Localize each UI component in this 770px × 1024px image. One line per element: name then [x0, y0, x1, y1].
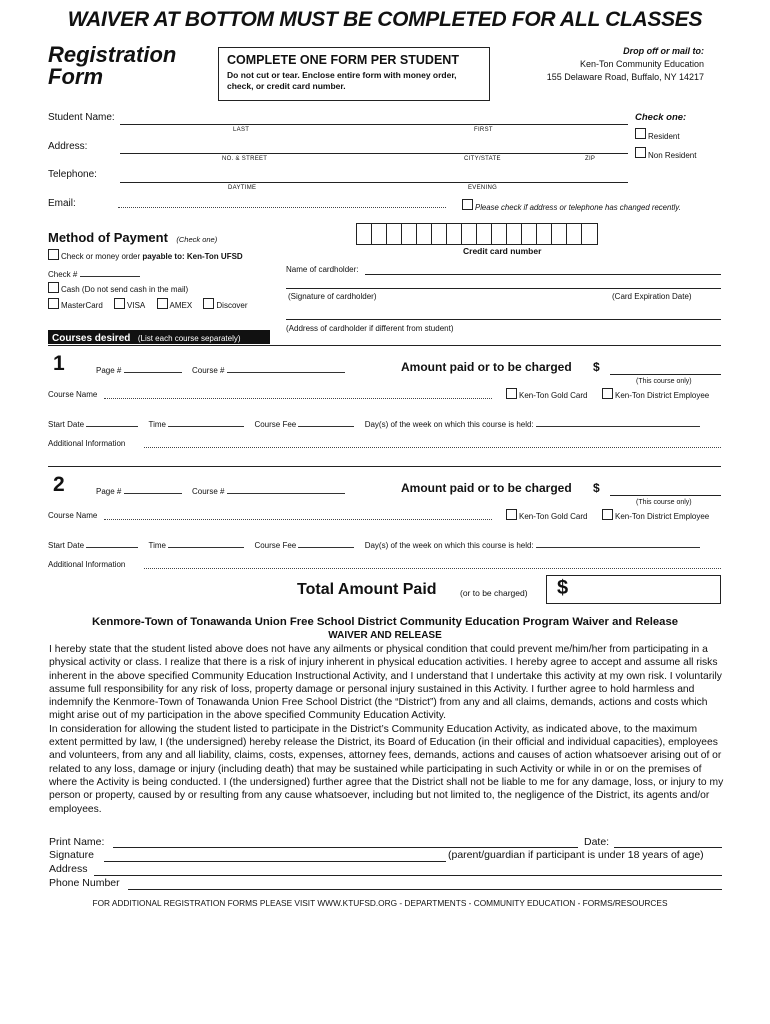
waiver-address-field[interactable] — [94, 875, 722, 876]
course-num-label: Course # — [192, 487, 227, 496]
courses-heading-note: (List each course separately) — [137, 334, 241, 343]
total-amount-dollar: $ — [557, 577, 569, 599]
additional-info-field[interactable] — [144, 447, 721, 448]
gold-card-label: Ken-Ton Gold Card — [519, 512, 588, 521]
page-header-title: WAIVER AT BOTTOM MUST BE COMPLETED FOR ALL CLASSES — [67, 8, 703, 31]
cc-digit-box[interactable] — [492, 224, 507, 244]
cc-digit-box[interactable] — [432, 224, 447, 244]
card-type-options — [48, 298, 248, 310]
telephone-field[interactable] — [120, 182, 628, 183]
waiver-paragraph-2: In consideration for allowing the student listed to participate in the District’s Community Education Activity, as indicated above, to the maximum extent permitted by law, I (the undersigned) hereby release the District, its Board of Education (in their official and individual capacities), employees and volunteers, from any and all liability, claims, costs, expenses, attorney fees, demands, actions and causes of action whatsoever arising out of or related to any loss, damage or injury (including death) that may be sustained while participating in such Activity or while in or on the premises of where the Activity is being conducted. I (the undersigned) further agree that the District shall not be liable to me for any damage, loss, or injury to my person or property, caused by or resulting from any cause whatsoever, including but not limited to, the negligence of the District, its agents and/or employees. — [49, 723, 724, 815]
cc-digit-box[interactable] — [537, 224, 552, 244]
visa-checkbox[interactable] — [114, 298, 125, 309]
course-page-line[interactable] — [124, 485, 182, 494]
amount-field[interactable] — [610, 374, 721, 375]
cardholder-address-field[interactable] — [286, 319, 721, 320]
cardholder-signature-field[interactable] — [286, 288, 721, 289]
additional-info-label: Additional Information — [48, 560, 126, 569]
total-amount-box[interactable] — [546, 575, 721, 604]
street-label: NO. & STREET — [222, 156, 268, 162]
course-name-label: Course Name — [48, 511, 98, 520]
cc-digit-box[interactable] — [507, 224, 522, 244]
visa-label: VISA — [127, 301, 146, 310]
start-date-label: Start Date — [48, 420, 85, 429]
waiver-text — [49, 643, 725, 816]
cc-digit-box[interactable] — [477, 224, 492, 244]
days-label: Day(s) of the week on which this course is held: — [364, 541, 534, 550]
fee-label: Course Fee — [254, 541, 297, 550]
gold-card-option[interactable] — [506, 388, 587, 400]
waiver-signature-label: Signature — [49, 849, 94, 861]
resident-checkbox[interactable] — [635, 128, 646, 139]
course-number: 1 — [53, 352, 65, 375]
this-course-only: (This course only) — [636, 378, 692, 385]
course-page-label: Page # — [96, 487, 124, 496]
courses-heading: Courses desired — [52, 333, 131, 344]
address-field[interactable] — [120, 153, 628, 154]
form-title-line1: Registration — [48, 42, 177, 67]
amount-label: Amount paid or to be charged — [401, 360, 572, 374]
check-number-field[interactable] — [80, 268, 140, 277]
discover-label: Discover — [216, 301, 248, 310]
mastercard-label: MasterCard — [61, 301, 103, 310]
address-label: Address: — [48, 141, 88, 152]
days-field[interactable] — [536, 418, 700, 427]
amount-dollar: $ — [593, 481, 600, 495]
amount-dollar: $ — [593, 360, 600, 374]
form-title — [48, 44, 176, 88]
cc-digit-box[interactable] — [552, 224, 567, 244]
changed-checkbox[interactable] — [462, 199, 473, 210]
check-money-order-label: Check or money order — [61, 252, 141, 261]
cc-digit-box[interactable] — [372, 224, 387, 244]
employee-checkbox[interactable] — [602, 388, 613, 399]
additional-info-field[interactable] — [144, 568, 721, 569]
notice-box — [218, 47, 490, 101]
course-num-line[interactable] — [227, 364, 345, 373]
print-name-label: Print Name: — [49, 836, 105, 848]
course-name-field[interactable] — [104, 519, 492, 520]
total-amount-label: Total Amount Paid — [297, 581, 437, 598]
mastercard-checkbox[interactable] — [48, 298, 59, 309]
time-field[interactable] — [168, 539, 244, 548]
cardholder-signature-label: (Signature of cardholder) — [288, 292, 377, 301]
cc-digit-box[interactable] — [357, 224, 372, 244]
course-num-label: Course # — [192, 366, 227, 375]
phone-number-label: Phone Number — [49, 877, 120, 889]
course-name-label: Course Name — [48, 390, 98, 399]
course-num-field[interactable] — [192, 485, 345, 496]
employee-label: Ken-Ton District Employee — [615, 512, 710, 521]
nonresident-checkbox[interactable] — [635, 147, 646, 158]
phone-number-field[interactable] — [128, 889, 722, 890]
waiver-signature-field[interactable] — [104, 861, 446, 862]
zip-label: ZIP — [585, 156, 596, 162]
cash-checkbox[interactable] — [48, 282, 59, 293]
city-label: CITY/STATE — [464, 156, 501, 162]
employee-label: Ken-Ton District Employee — [615, 391, 710, 400]
mail-to-block — [547, 45, 704, 84]
cc-digit-box[interactable] — [567, 224, 582, 244]
course-details-row — [48, 418, 700, 429]
start-date-field[interactable] — [86, 418, 138, 427]
cc-digit-box[interactable] — [387, 224, 402, 244]
course-details-row — [48, 539, 700, 550]
mail-org: Ken-Ton Community Education — [579, 59, 704, 69]
credit-card-number-label: Credit card number — [463, 246, 542, 256]
gold-card-option[interactable] — [506, 509, 587, 521]
courses-section-rule — [48, 345, 721, 346]
mail-label: Drop off or mail to: — [623, 46, 704, 56]
check-number-row — [48, 268, 140, 279]
last-label: LAST — [233, 127, 250, 133]
email-field[interactable] — [118, 207, 446, 208]
check-money-order-checkbox[interactable] — [48, 249, 59, 260]
start-date-label: Start Date — [48, 541, 85, 550]
cc-digit-box[interactable] — [582, 224, 597, 244]
payment-heading-text: Method of Payment — [48, 230, 168, 245]
changed-label: Please check if address or telephone has changed recently. — [475, 203, 681, 212]
notice-text: Do not cut or tear. Enclose entire form with money order, check, or credit card number. — [227, 70, 457, 91]
start-date-field[interactable] — [86, 539, 138, 548]
daytime-label: DAYTIME — [228, 185, 257, 191]
check-number-label: Check # — [48, 270, 80, 279]
cardholder-label: Name of cardholder: — [286, 265, 359, 274]
this-course-only: (This course only) — [636, 499, 692, 506]
cc-digit-box[interactable] — [462, 224, 477, 244]
payment-check-one: (Check one) — [176, 235, 218, 244]
course-page-line[interactable] — [124, 364, 182, 373]
employee-option[interactable] — [602, 388, 709, 400]
waiver-address-label: Address — [49, 863, 88, 875]
time-label: Time — [148, 541, 166, 550]
notice-title: COMPLETE ONE FORM PER STUDENT — [227, 53, 459, 67]
time-field[interactable] — [168, 418, 244, 427]
discover-checkbox[interactable] — [203, 298, 214, 309]
course-name-field[interactable] — [104, 398, 492, 399]
course-num-line[interactable] — [227, 485, 345, 494]
cash-label: Cash (Do not send cash in the mail) — [61, 285, 189, 294]
first-label: FIRST — [474, 127, 493, 133]
gold-card-checkbox[interactable] — [506, 509, 517, 520]
fee-field[interactable] — [298, 418, 354, 427]
course-number: 2 — [53, 473, 65, 496]
parent-note: (parent/guardian if participant is under 18 years of age) — [448, 849, 704, 861]
gold-card-checkbox[interactable] — [506, 388, 517, 399]
course-page-label: Page # — [96, 366, 124, 375]
student-name-field[interactable] — [120, 124, 628, 125]
courses-heading-bar — [48, 330, 270, 344]
payable-label: payable to: Ken-Ton UFSD — [142, 252, 243, 261]
amount-label: Amount paid or to be charged — [401, 481, 572, 495]
credit-card-number-field[interactable] — [356, 223, 598, 245]
footer-text: FOR ADDITIONAL REGISTRATION FORMS PLEASE VISIT WWW.KTUFSD.ORG - DEPARTMENTS - COMMUNITY EDUCATION - FORMS/RESOURCES — [92, 898, 668, 908]
course-block — [0, 352, 770, 472]
card-expiration-label: (Card Expiration Date) — [612, 292, 692, 301]
course-divider — [48, 466, 721, 467]
mail-address: 155 Delaware Road, Buffalo, NY 14217 — [546, 72, 704, 82]
fee-field[interactable] — [298, 539, 354, 548]
cc-digit-box[interactable] — [402, 224, 417, 244]
check-money-order-option[interactable] — [48, 249, 243, 261]
total-amount-note: (or to be charged) — [460, 588, 528, 598]
course-page-field[interactable] — [96, 364, 182, 375]
amex-label: AMEX — [169, 301, 193, 310]
waiver-paragraph-1: I hereby state that the student listed above does not have any ailments or physical condition that could prevent me/him/her from participating in a physical activity or class. I realize that there is a risk of injury inherent in physical education activities. I hereby agree to accept and assume all risks inherent in the above specified Community Education Instructional Activity, and I understand that I undertake this activity at my own risk. I voluntarily assume full responsibility for any risk of loss, property damage or personal injury sustained in this Activity. I further agree to hold harmless and indemnify the Kenmore-Town of Tonawanda Union Free School District (the “District”) from any and all claims, demands, actions and costs which might arise out of my participation in the above specified Community Education Activity. — [49, 644, 722, 722]
print-name-field[interactable] — [113, 847, 578, 848]
date-label: Date: — [584, 836, 610, 848]
days-label: Day(s) of the week on which this course is held: — [364, 420, 534, 429]
nonresident-label: Non Resident — [648, 151, 697, 160]
employee-checkbox[interactable] — [602, 509, 613, 520]
time-label: Time — [148, 420, 166, 429]
course-num-field[interactable] — [192, 364, 345, 375]
cc-digit-box[interactable] — [522, 224, 537, 244]
form-title-line2: Form — [48, 64, 103, 89]
cardholder-address-label: (Address of cardholder if different from student) — [286, 324, 454, 333]
email-label: Email: — [48, 198, 76, 209]
amount-field[interactable] — [610, 495, 721, 496]
resident-label: Resident — [648, 132, 680, 141]
telephone-label: Telephone: — [48, 169, 97, 180]
waiver-subtitle: WAIVER AND RELEASE — [328, 630, 442, 641]
waiver-title: Kenmore-Town of Tonawanda Union Free School District Community Education Program Waiver and Release — [91, 616, 679, 628]
date-field[interactable] — [614, 847, 722, 848]
amex-checkbox[interactable] — [157, 298, 168, 309]
cash-option[interactable] — [48, 282, 188, 294]
check-one-label: Check one: — [635, 112, 687, 123]
cc-digit-box[interactable] — [417, 224, 432, 244]
employee-option[interactable] — [602, 509, 709, 521]
cardholder-field[interactable] — [365, 274, 721, 275]
additional-info-label: Additional Information — [48, 439, 126, 448]
course-page-field[interactable] — [96, 485, 182, 496]
fee-label: Course Fee — [254, 420, 297, 429]
gold-card-label: Ken-Ton Gold Card — [519, 391, 588, 400]
cc-digit-box[interactable] — [447, 224, 462, 244]
days-field[interactable] — [536, 539, 700, 548]
payment-heading — [48, 229, 217, 247]
student-name-label: Student Name: — [48, 112, 115, 123]
evening-label: EVENING — [468, 185, 498, 191]
